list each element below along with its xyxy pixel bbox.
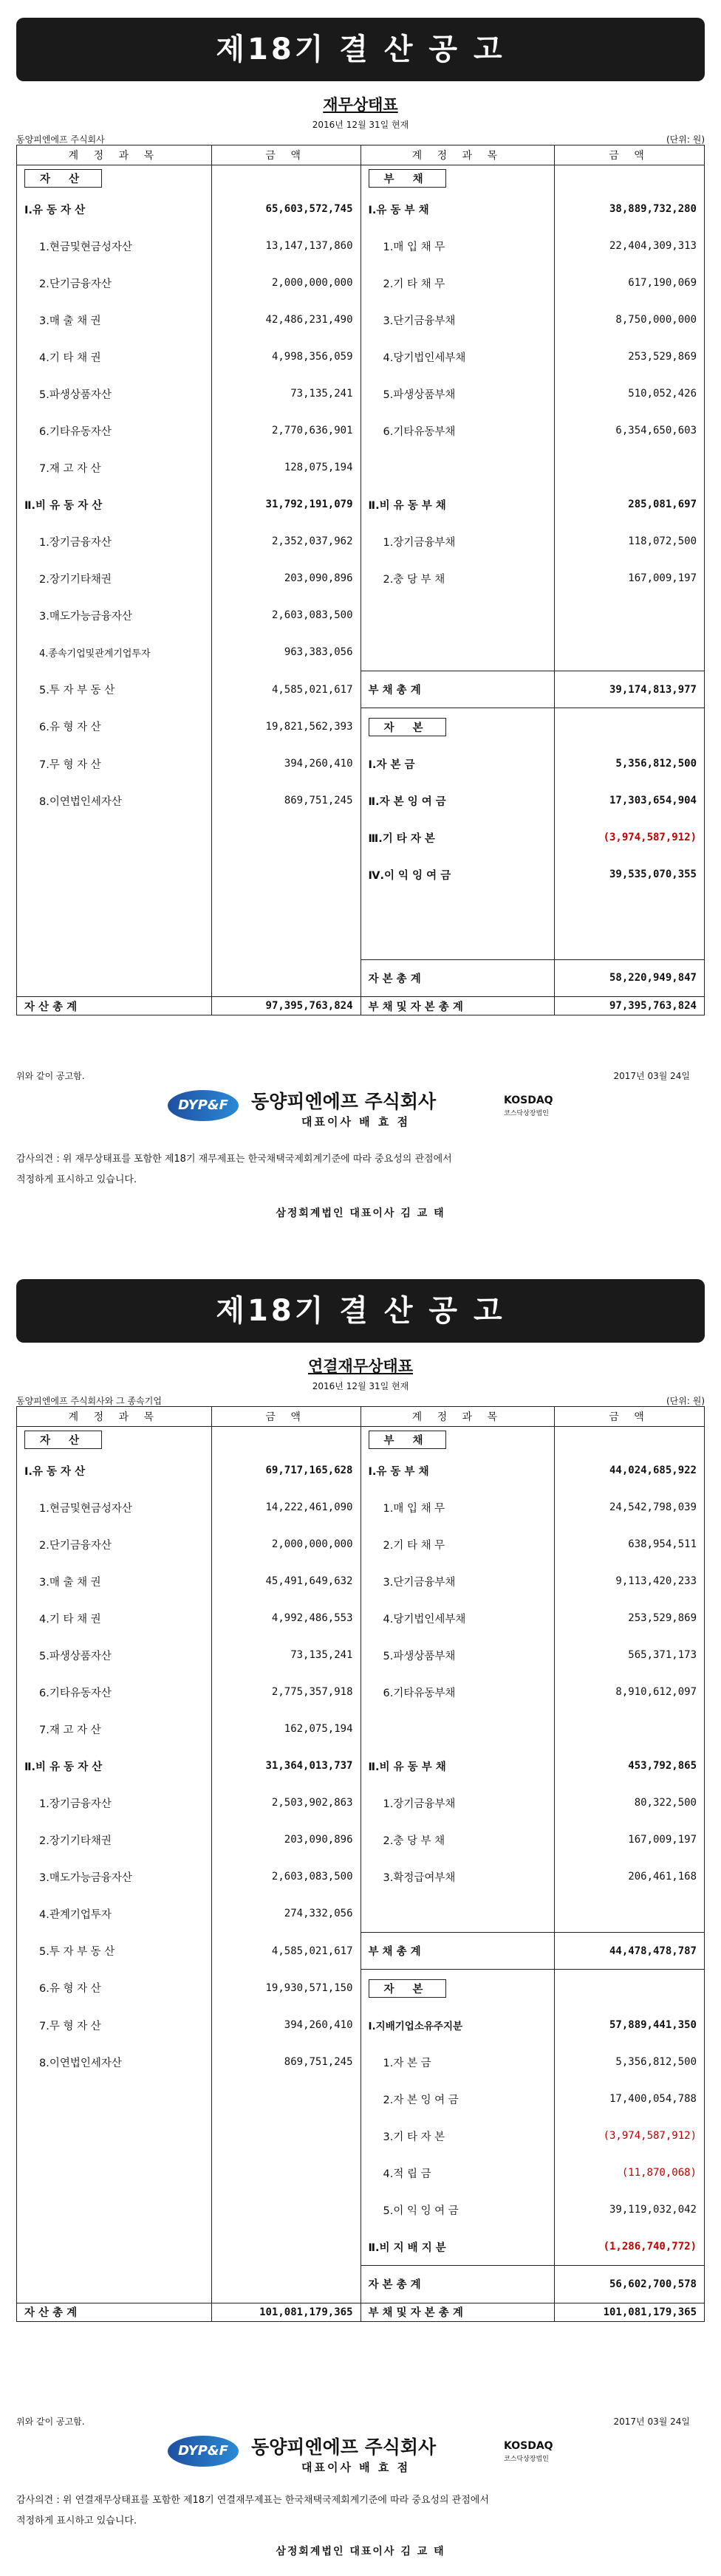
table-row [17,819,705,856]
statement-date: 2016년 12월 31일 현재 [312,1381,409,1391]
ceo-name: 대표이사 배 효 점 [301,1115,411,1128]
liab-equity-total-label: 부 채 및 자 본 총 계 [360,2303,555,2321]
unit-label: (단위: 원) [666,134,705,145]
item-amount: 203,090,896 [211,1821,360,1858]
equity-item-label: Ⅲ.기 타 자 본 [360,819,555,856]
header-item: 계 정 과 목 [360,1407,555,1427]
item-label: 6.기타유동자산 [17,412,212,449]
audit-opinion-line: 감사의견 : 위 재무상태표를 포함한 제18기 재무제표는 한국채택국제회계기준에 따라 중요성의 관점에서 [16,1154,452,1165]
equity-item-label: Ⅱ.자 본 잉 여 금 [360,782,555,819]
table-row [17,2191,705,2228]
current-liabilities-amount: 44,024,685,922 [555,1452,705,1489]
table-row [17,227,705,264]
signature-block [16,1087,705,1128]
current-assets-label: Ⅰ.유 동 자 산 [17,191,212,227]
item-label: 2.단기금융자산 [17,264,212,301]
auditor-signature: 삼정회계법인 대표이사 김 교 태 [276,1208,445,1219]
item-amount: 128,075,194 [211,449,360,486]
item-label: 7.무 형 자 산 [17,2007,212,2044]
item-label: 6.기타유동부채 [360,1674,555,1710]
current-liabilities-label: Ⅰ.유 동 부 채 [360,191,555,227]
approval-note: 위와 같이 공고함. [16,2416,85,2427]
item-amount: 19,821,562,393 [211,708,360,746]
item-amount: 13,147,137,860 [211,227,360,264]
parent-equity-amount: 57,889,441,350 [555,2007,705,2044]
liabilities-total-label: 부 채 총 계 [360,671,555,708]
kosdaq-logo: KOSDAQ [504,1095,553,1106]
liabilities-section-label: 부 채 [369,169,446,188]
balance-sheet-table [16,145,705,1015]
equity-total-amount: 56,602,700,578 [555,2266,705,2303]
statement-title: 재무상태표 [323,96,398,114]
item-amount: 24,542,798,039 [555,1489,705,1526]
item-amount: 2,770,636,901 [211,412,360,449]
liab-equity-total-label: 부 채 및 자 본 총 계 [360,997,555,1015]
equity-item-amount: 39,119,032,042 [555,2191,705,2228]
item-amount: 162,075,194 [211,1710,360,1747]
item-amount: 2,603,083,500 [211,597,360,634]
equity-item-label: 5.이 익 잉 여 금 [360,2191,555,2228]
item-label: 3.확정급여부채 [360,1858,555,1895]
item-amount: 6,354,650,603 [555,412,705,449]
header-amount: 금 액 [211,145,360,165]
item-amount: 638,954,511 [555,1526,705,1563]
assets-total-label: 자 산 총 계 [17,997,212,1015]
table-row [17,412,705,449]
header-amount: 금 액 [555,1407,705,1427]
noncurrent-assets-amount: 31,792,191,079 [211,486,360,523]
kosdaq-caption: 코스닥상장법인 [504,1110,549,1117]
kosdaq-logo: KOSDAQ [504,2440,553,2452]
liab-equity-total-amount: 101,081,179,365 [555,2303,705,2321]
approval-note: 위와 같이 공고함. [16,1071,85,1081]
item-label: 3.매도가능금융자산 [17,1858,212,1895]
table-row [17,1452,705,1489]
item-label: 1.장기금융부채 [360,1784,555,1821]
item-label: 2.충 당 부 채 [360,1821,555,1858]
item-label: 5.투 자 부 동 산 [17,1933,212,1970]
item-label: 1.매 입 채 무 [360,227,555,264]
statement-date: 2016년 12월 31일 현재 [312,120,409,130]
item-amount: 394,260,410 [211,745,360,782]
equity-item-label: Ⅰ.자 본 금 [360,745,555,782]
item-amount: 80,322,500 [555,1784,705,1821]
table-row [17,375,705,412]
table-row [17,634,705,671]
table-row [17,2080,705,2117]
liabilities-total-amount: 44,478,478,787 [555,1933,705,1970]
item-label: 3.단기금융부채 [360,1563,555,1600]
item-label: 1.장기금융자산 [17,523,212,560]
auditor-signature: 삼정회계법인 대표이사 김 교 태 [276,2546,445,2558]
table-row [17,2117,705,2154]
item-label: 4.기 타 채 권 [17,1600,212,1637]
table-row [17,745,705,782]
item-amount: 73,135,241 [211,375,360,412]
equity-total-amount: 58,220,949,847 [555,959,705,997]
item-amount: 45,491,649,632 [211,1563,360,1600]
item-label: 2.기 타 채 무 [360,1526,555,1563]
liabilities-section-label: 부 채 [369,1431,446,1449]
kosdaq-caption: 코스닥상장법인 [504,2456,549,2463]
assets-total-amount: 97,395,763,824 [211,997,360,1015]
item-label: 6.유 형 자 산 [17,1970,212,2007]
header-amount: 금 액 [211,1407,360,1427]
item-label: 2.장기기타채권 [17,560,212,597]
table-row [17,1637,705,1674]
company-name: 동양피엔에프 주식회사 [251,2436,437,2458]
unit-label: (단위: 원) [666,1396,705,1406]
assets-total-amount: 101,081,179,365 [211,2303,360,2321]
table-row [17,959,705,997]
noncurrent-liabilities-label: Ⅱ.비 유 동 부 채 [360,1747,555,1784]
report-date: 2017년 03월 24일 [613,1071,690,1081]
noncurrent-assets-label: Ⅱ.비 유 동 자 산 [17,1747,212,1784]
table-row [17,1710,705,1747]
table-row [17,1563,705,1600]
item-label: 1.장기금융자산 [17,1784,212,1821]
item-label: 7.재 고 자 산 [17,449,212,486]
table-row [17,523,705,560]
item-label: 4.관계기업투자 [17,1895,212,1933]
header-item: 계 정 과 목 [17,145,212,165]
item-label: 8.이연법인세자산 [17,2044,212,2080]
current-assets-label: Ⅰ.유 동 자 산 [17,1452,212,1489]
noncurrent-assets-amount: 31,364,013,737 [211,1747,360,1784]
balance-sheet-notice [16,18,705,1219]
company-name: 동양피엔에프 주식회사 [251,1091,437,1112]
table-row [17,1427,705,1453]
equity-total-label: 자 본 총 계 [360,959,555,997]
item-amount: 14,222,461,090 [211,1489,360,1526]
liab-equity-total-amount: 97,395,763,824 [555,997,705,1015]
item-amount: 274,332,056 [211,1895,360,1933]
equity-section-label: 자 본 [369,718,446,736]
signature-block [16,2433,705,2474]
item-amount: 9,113,420,233 [555,1563,705,1600]
ceo-name: 대표이사 배 효 점 [301,2461,411,2474]
assets-section-label: 자 산 [24,1431,102,1449]
current-assets-amount: 69,717,165,628 [211,1452,360,1489]
grand-total-row [17,2303,705,2321]
item-label: 5.투 자 부 동 산 [17,671,212,708]
table-row [17,1526,705,1563]
item-amount: 2,603,083,500 [211,1858,360,1895]
table-row [17,449,705,486]
assets-section-label: 자 산 [24,169,102,188]
table-row [17,264,705,301]
table-row [17,2228,705,2266]
table-row [17,338,705,375]
item-amount: 2,775,357,918 [211,1674,360,1710]
assets-total-label: 자 산 총 계 [17,2303,212,2321]
item-label: 1.매 입 채 무 [360,1489,555,1526]
liabilities-total-label: 부 채 총 계 [360,1933,555,1970]
item-amount: 2,352,037,962 [211,523,360,560]
table-header-row [17,1407,705,1427]
item-amount: 4,585,021,617 [211,671,360,708]
item-amount: 73,135,241 [211,1637,360,1674]
audit-opinion-line: 감사의견 : 위 연결재무상태표를 포함한 제18기 연결재무제표는 한국채택국제회계기준에 따라 중요성의 관점에서 [16,2495,489,2506]
table-row [17,2044,705,2080]
item-label: 4.종속기업및관계기업투자 [17,634,212,671]
item-amount: 617,190,069 [555,264,705,301]
equity-item-amount: 17,400,054,788 [555,2080,705,2117]
equity-item-amount: 17,303,654,904 [555,782,705,819]
equity-section-label: 자 본 [369,1979,446,1998]
report-date: 2017년 03월 24일 [613,2416,690,2427]
item-label: 3.단기금융부채 [360,301,555,338]
table-row [17,1821,705,1858]
current-liabilities-amount: 38,889,732,280 [555,191,705,227]
company-logo: DYP&F [168,1090,239,1121]
item-label: 4.당기법인세부채 [360,338,555,375]
table-row [17,597,705,634]
balance-sheet-table [16,1406,705,2322]
audit-opinion [16,1149,705,1191]
table-row [17,1489,705,1526]
noncurrent-liabilities-label: Ⅱ.비 유 동 부 채 [360,486,555,523]
notice-title: 제18기 결 산 공 고 [16,1279,705,1343]
equity-item-label: 4.적 립 금 [360,2154,555,2191]
item-label: 6.기타유동부채 [360,412,555,449]
item-label: 2.기 타 채 무 [360,264,555,301]
table-row [17,1895,705,1933]
table-row [17,1784,705,1821]
item-label: 7.무 형 자 산 [17,745,212,782]
item-amount: 869,751,245 [211,2044,360,2080]
item-label: 3.매도가능금융자산 [17,597,212,634]
liabilities-total-amount: 39,174,813,977 [555,671,705,708]
item-label: 1.현금및현금성자산 [17,227,212,264]
equity-item-amount: 39,535,070,355 [555,856,705,893]
company-label: 동양피엔에프 주식회사 [16,134,105,145]
table-row [17,165,705,191]
item-label: 4.기 타 채 권 [17,338,212,375]
item-amount: 4,998,356,059 [211,338,360,375]
equity-item-amount: (3,974,587,912) [555,2117,705,2154]
audit-opinion-line: 적정하게 표시하고 있습니다. [16,1174,137,1185]
item-label: 1.현금및현금성자산 [17,1489,212,1526]
item-amount: 394,260,410 [211,2007,360,2044]
item-amount: 22,404,309,313 [555,227,705,264]
consolidated-balance-sheet-notice [16,1279,705,2564]
item-label: 6.기타유동자산 [17,1674,212,1710]
table-row [17,671,705,708]
item-label: 8.이연법인세자산 [17,782,212,819]
item-amount: 2,000,000,000 [211,1526,360,1563]
company-logo: DYP&F [168,2436,239,2467]
audit-opinion-line: 적정하게 표시하고 있습니다. [16,2515,137,2527]
nci-amount: (1,286,740,772) [555,2228,705,2266]
item-amount: 4,585,021,617 [211,1933,360,1970]
statement-title: 연결재무상태표 [307,1357,413,1375]
table-row [17,191,705,227]
table-row [17,782,705,819]
noncurrent-liabilities-amount: 285,081,697 [555,486,705,523]
item-label: 5.파생상품부채 [360,375,555,412]
table-row [17,708,705,746]
equity-item-amount: 5,356,812,500 [555,745,705,782]
item-label: 6.유 형 자 산 [17,708,212,746]
item-label: 2.충 당 부 채 [360,560,555,597]
equity-item-label: Ⅳ.이 익 잉 여 금 [360,856,555,893]
current-liabilities-label: Ⅰ.유 동 부 채 [360,1452,555,1489]
notice-title: 제18기 결 산 공 고 [16,18,705,81]
nci-label: Ⅱ.비 지 배 지 분 [360,2228,555,2266]
item-label: 7.재 고 자 산 [17,1710,212,1747]
item-label: 2.단기금융자산 [17,1526,212,1563]
equity-item-label: 3.기 타 자 본 [360,2117,555,2154]
item-amount: 2,503,902,863 [211,1784,360,1821]
table-row [17,2007,705,2044]
grand-total-row [17,997,705,1015]
header-item: 계 정 과 목 [17,1407,212,1427]
item-label: 1.장기금융부채 [360,523,555,560]
table-row [17,893,705,959]
table-row [17,2154,705,2191]
item-amount: 869,751,245 [211,782,360,819]
table-row [17,1674,705,1710]
table-row [17,1747,705,1784]
header-amount: 금 액 [555,145,705,165]
noncurrent-liabilities-amount: 453,792,865 [555,1747,705,1784]
item-amount: 8,910,612,097 [555,1674,705,1710]
noncurrent-assets-label: Ⅱ.비 유 동 자 산 [17,486,212,523]
table-row [17,1933,705,1970]
audit-opinion [16,2490,705,2532]
current-assets-amount: 65,603,572,745 [211,191,360,227]
item-amount: 2,000,000,000 [211,264,360,301]
table-row [17,2266,705,2303]
item-amount: 253,529,869 [555,1600,705,1637]
equity-item-label: 2.자 본 잉 여 금 [360,2080,555,2117]
item-label: 3.매 출 채 권 [17,301,212,338]
company-label: 동양피엔에프 주식회사와 그 종속기업 [16,1396,162,1406]
item-amount: 4,992,486,553 [211,1600,360,1637]
header-item: 계 정 과 목 [360,145,555,165]
item-amount: 167,009,197 [555,560,705,597]
table-row [17,1970,705,2007]
table-row [17,486,705,523]
table-row [17,1600,705,1637]
item-label: 5.파생상품자산 [17,1637,212,1674]
item-amount: 19,930,571,150 [211,1970,360,2007]
item-amount: 253,529,869 [555,338,705,375]
item-amount: 206,461,168 [555,1858,705,1895]
item-label: 4.당기법인세부채 [360,1600,555,1637]
item-label: 5.파생상품자산 [17,375,212,412]
item-amount: 118,072,500 [555,523,705,560]
equity-total-label: 자 본 총 계 [360,2266,555,2303]
parent-equity-label: Ⅰ.지배기업소유주지분 [360,2007,555,2044]
item-amount: 42,486,231,490 [211,301,360,338]
item-amount: 510,052,426 [555,375,705,412]
item-amount: 203,090,896 [211,560,360,597]
item-amount: 565,371,173 [555,1637,705,1674]
equity-item-amount: (3,974,587,912) [555,819,705,856]
item-amount: 167,009,197 [555,1821,705,1858]
table-row [17,301,705,338]
table-row [17,856,705,893]
table-header-row [17,145,705,165]
item-label: 5.파생상품부채 [360,1637,555,1674]
table-row [17,560,705,597]
table-row [17,1858,705,1895]
equity-item-amount: 5,356,812,500 [555,2044,705,2080]
item-amount: 8,750,000,000 [555,301,705,338]
equity-item-label: 1.자 본 금 [360,2044,555,2080]
equity-item-amount: (11,870,068) [555,2154,705,2191]
item-label: 2.장기기타채권 [17,1821,212,1858]
item-amount: 963,383,056 [211,634,360,671]
item-label: 3.매 출 채 권 [17,1563,212,1600]
